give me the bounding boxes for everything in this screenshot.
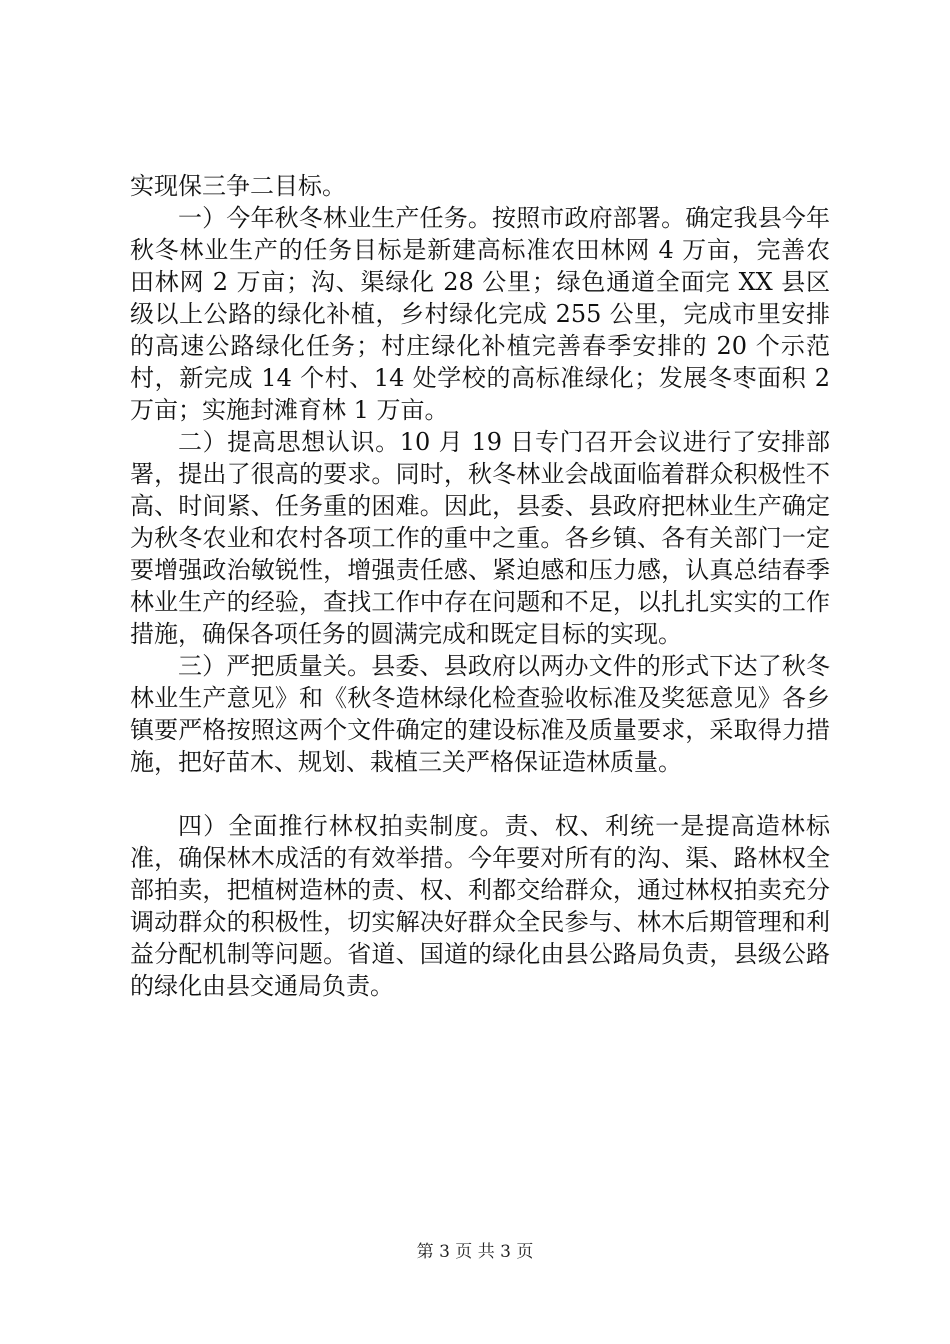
page-number-footer: 第 3 页 共 3 页 <box>416 1242 534 1262</box>
paragraph-section-2: 二）提高思想认识。10 月 19 日专门召开会议进行了安排部署，提出了很高的要求。同时，秋冬林业会战面临着群众积极性不高、时间紧、任务重的困难。因此，县委、县政府把林业生产确定为秋冬农业和农村各项工作的重中之重。各乡镇、各有关部门一定要增强政治敏锐性，增强责任感、紧迫感和压力感，认真总结春季林业生产的经验，查找工作中存在问题和不足，以扎扎实实的工作措施，确保各项任务的圆满完成和既定目标的实现。 <box>130 428 830 648</box>
document-body <box>130 170 830 1002</box>
paragraph-section-4: 四）全面推行林权拍卖制度。责、权、利统一是提高造林标准，确保林木成活的有效举措。今年要对所有的沟、渠、路林权全部拍卖，把植树造林的责、权、利都交给群众，通过林权拍卖充分调动群众的积极性，切实解决好群众全民参与、林木后期管理和利益分配机制等问题。省道、国道的绿化由县公路局负责，县级公路的绿化由县交通局负责。 <box>130 812 830 1000</box>
paragraph-section-3: 三）严把质量关。县委、县政府以两办文件的形式下达了秋冬林业生产意见》和《秋冬造林绿化检查验收标准及奖惩意见》各乡镇要严格按照这两个文件确定的建设标准及质量要求，采取得力措施，把好苗木、规划、栽植三关严格保证造林质量。 <box>130 652 830 776</box>
paragraph-section-1: 一）今年秋冬林业生产任务。按照市政府部署。确定我县今年秋冬林业生产的任务目标是新建高标准农田林网 4 万亩，完善农田林网 2 万亩；沟、渠绿化 28 公里；绿色通道全面完 XX 县区级以上公路的绿化补植，乡村绿化完成 255 公里，完成市里安排的高速公路绿化任务；村庄绿化补植完善春季安排的 20 个示范村，新完成 14 个村、14 处学校的高标准绿化；发展冬枣面积 2 万亩；实施封滩育林 1 万亩。 <box>130 204 830 424</box>
paragraph-continuation: 实现保三争二目标。 <box>130 172 346 200</box>
